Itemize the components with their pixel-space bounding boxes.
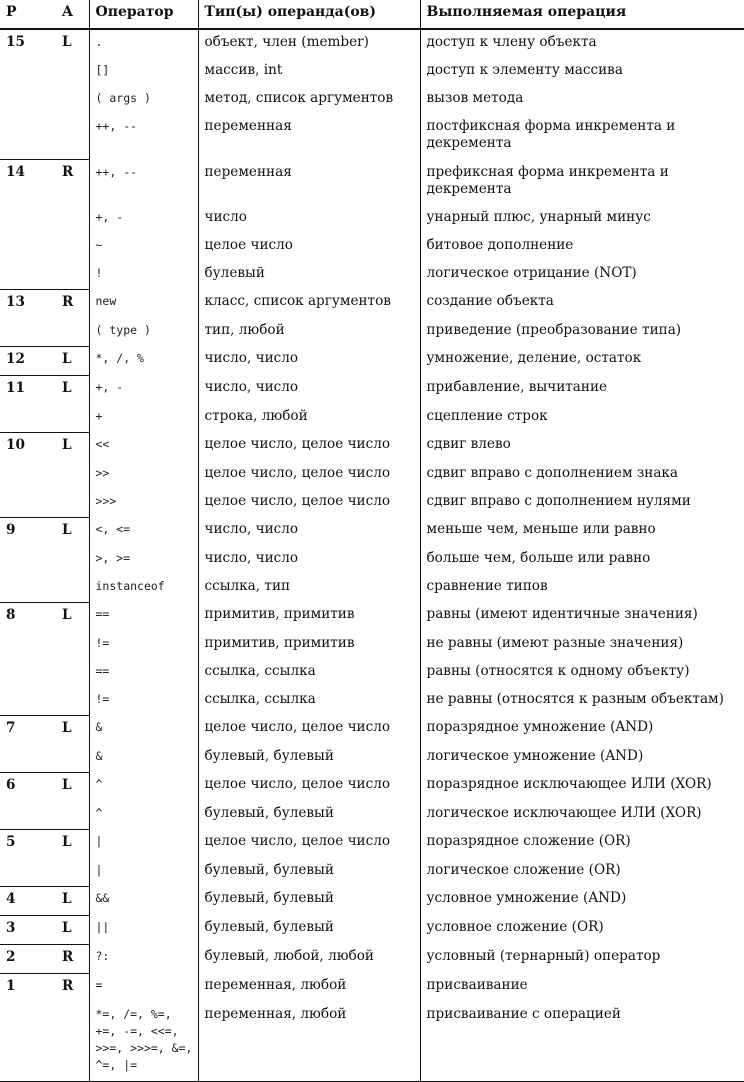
- precedence-cell: 13: [0, 289, 56, 318]
- precedence-cell: [0, 687, 56, 716]
- table-row: [0, 801, 744, 830]
- operator-cell: *, /, %: [89, 346, 198, 375]
- operator-cell: >, >=: [89, 546, 198, 574]
- precedence-cell: 5: [0, 829, 56, 858]
- table-row: [0, 944, 744, 973]
- operator-cell: ++, --: [89, 114, 198, 160]
- operation-cell: сдвиг влево: [420, 432, 744, 461]
- operation-cell: поразрядное умножение (AND): [420, 715, 744, 744]
- operand-types-cell: тип, любой: [198, 318, 420, 347]
- associativity-cell: L: [56, 432, 89, 461]
- header-operand-types: Тип(ы) операнда(ов): [198, 0, 420, 29]
- operand-types-cell: целое число, целое число: [198, 772, 420, 801]
- table-row: [0, 886, 744, 915]
- associativity-cell: [56, 744, 89, 773]
- precedence-cell: [0, 858, 56, 887]
- operand-types-cell: класс, список аргументов: [198, 289, 420, 318]
- operand-types-cell: объект, член (member): [198, 29, 420, 58]
- operation-cell: логическое отрицание (NOT): [420, 261, 744, 290]
- associativity-cell: [56, 574, 89, 603]
- operator-cell: |: [89, 829, 198, 858]
- associativity-cell: [56, 461, 89, 489]
- table-row: [0, 715, 744, 744]
- operation-cell: сравнение типов: [420, 574, 744, 603]
- operand-types-cell: число, число: [198, 546, 420, 574]
- operator-cell: &: [89, 715, 198, 744]
- operation-cell: сдвиг вправо с дополнением нулями: [420, 489, 744, 518]
- operator-cell: ~: [89, 233, 198, 261]
- operand-types-cell: примитив, примитив: [198, 602, 420, 631]
- operation-cell: доступ к члену объекта: [420, 29, 744, 58]
- associativity-cell: L: [56, 829, 89, 858]
- table-row: [0, 687, 744, 716]
- precedence-cell: 2: [0, 944, 56, 973]
- precedence-cell: [0, 574, 56, 603]
- operand-types-cell: целое число, целое число: [198, 432, 420, 461]
- operation-cell: не равны (относятся к разным объектам): [420, 687, 744, 716]
- precedence-cell: [0, 205, 56, 233]
- associativity-cell: L: [56, 915, 89, 944]
- precedence-cell: 3: [0, 915, 56, 944]
- operation-cell: равны (имеют идентичные значения): [420, 602, 744, 631]
- operation-cell: умножение, деление, остаток: [420, 346, 744, 375]
- table-row: [0, 659, 744, 687]
- precedence-cell: [0, 318, 56, 347]
- precedence-cell: [0, 404, 56, 433]
- associativity-cell: L: [56, 886, 89, 915]
- precedence-cell: [0, 489, 56, 518]
- operation-cell: битовое дополнение: [420, 233, 744, 261]
- operand-types-cell: целое число, целое число: [198, 715, 420, 744]
- associativity-cell: R: [56, 944, 89, 973]
- operand-types-cell: ссылка, тип: [198, 574, 420, 603]
- associativity-cell: [56, 858, 89, 887]
- precedence-cell: [0, 233, 56, 261]
- associativity-cell: [56, 233, 89, 261]
- precedence-cell: 4: [0, 886, 56, 915]
- operand-types-cell: булевый, булевый: [198, 744, 420, 773]
- table-row: [0, 772, 744, 801]
- precedence-cell: [0, 114, 56, 160]
- operand-types-cell: примитив, примитив: [198, 631, 420, 659]
- table-row: [0, 973, 744, 1002]
- operator-cell: >>: [89, 461, 198, 489]
- operand-types-cell: булевый, булевый: [198, 858, 420, 887]
- precedence-cell: [0, 86, 56, 114]
- associativity-cell: [56, 205, 89, 233]
- operand-types-cell: булевый, булевый: [198, 801, 420, 830]
- table-row: [0, 404, 744, 433]
- table-row: [0, 602, 744, 631]
- operation-cell: логическое умножение (AND): [420, 744, 744, 773]
- associativity-cell: R: [56, 973, 89, 1002]
- precedence-cell: [0, 58, 56, 86]
- operand-types-cell: переменная: [198, 160, 420, 205]
- table-row: [0, 744, 744, 773]
- associativity-cell: [56, 546, 89, 574]
- table-row: [0, 432, 744, 461]
- operand-types-cell: ссылка, ссылка: [198, 659, 420, 687]
- operation-cell: создание объекта: [420, 289, 744, 318]
- operand-types-cell: число, число: [198, 346, 420, 375]
- associativity-cell: L: [56, 772, 89, 801]
- operator-cell: >>>: [89, 489, 198, 518]
- table-row: [0, 160, 744, 205]
- operator-cell: instanceof: [89, 574, 198, 603]
- table-row: [0, 858, 744, 887]
- table-row: [0, 233, 744, 261]
- operation-cell: присваивание с операцией: [420, 1002, 744, 1082]
- associativity-cell: [56, 404, 89, 433]
- operator-cell: &: [89, 744, 198, 773]
- operation-cell: постфиксная форма инкремента и декремента: [420, 114, 744, 160]
- table-row: [0, 58, 744, 86]
- operator-cell: ||: [89, 915, 198, 944]
- precedence-cell: 6: [0, 772, 56, 801]
- operator-cell: =: [89, 973, 198, 1002]
- operation-cell: прибавление, вычитание: [420, 375, 744, 404]
- operator-cell: |: [89, 858, 198, 887]
- table-row: [0, 546, 744, 574]
- precedence-cell: 14: [0, 160, 56, 205]
- operand-types-cell: ссылка, ссылка: [198, 687, 420, 716]
- associativity-cell: [56, 58, 89, 86]
- operation-cell: меньше чем, меньше или равно: [420, 517, 744, 546]
- operator-cell: ( type ): [89, 318, 198, 347]
- precedence-cell: [0, 546, 56, 574]
- operator-cell: .: [89, 29, 198, 58]
- operation-cell: больше чем, больше или равно: [420, 546, 744, 574]
- operand-types-cell: булевый, булевый: [198, 886, 420, 915]
- precedence-cell: 1: [0, 973, 56, 1002]
- operation-cell: поразрядное сложение (OR): [420, 829, 744, 858]
- table-row: [0, 114, 744, 160]
- operator-cell: +: [89, 404, 198, 433]
- operator-cell: <<: [89, 432, 198, 461]
- associativity-cell: R: [56, 160, 89, 205]
- operator-cell: ( args ): [89, 86, 198, 114]
- operand-types-cell: массив, int: [198, 58, 420, 86]
- table-row: [0, 375, 744, 404]
- operation-cell: условное сложение (OR): [420, 915, 744, 944]
- table-row: [0, 1002, 744, 1082]
- operation-cell: равны (относятся к одному объекту): [420, 659, 744, 687]
- operation-cell: не равны (имеют разные значения): [420, 631, 744, 659]
- operator-cell: ?:: [89, 944, 198, 973]
- header-operator: Оператор: [89, 0, 198, 29]
- precedence-cell: [0, 631, 56, 659]
- operator-cell: *=, /=, %=, +=, -=, <<=, >>=, >>>=, &=, ^=, |=: [89, 1002, 198, 1082]
- table-row: [0, 29, 744, 58]
- table-row: [0, 289, 744, 318]
- operation-cell: сцепление строк: [420, 404, 744, 433]
- operation-cell: условное умножение (AND): [420, 886, 744, 915]
- header-precedence: P: [0, 0, 56, 29]
- operator-cell: !=: [89, 631, 198, 659]
- precedence-cell: 7: [0, 715, 56, 744]
- associativity-cell: L: [56, 602, 89, 631]
- operation-cell: поразрядное исключающее ИЛИ (XOR): [420, 772, 744, 801]
- precedence-cell: [0, 261, 56, 290]
- operation-cell: приведение (преобразование типа): [420, 318, 744, 347]
- table-row: [0, 346, 744, 375]
- associativity-cell: [56, 631, 89, 659]
- header-row: [0, 0, 744, 29]
- precedence-cell: 12: [0, 346, 56, 375]
- table-row: [0, 261, 744, 290]
- associativity-cell: [56, 261, 89, 290]
- associativity-cell: L: [62, 34, 72, 50]
- precedence-cell: 9: [0, 517, 56, 546]
- associativity-cell: L: [56, 375, 89, 404]
- table-row: [0, 631, 744, 659]
- operand-types-cell: переменная, любой: [198, 973, 420, 1002]
- precedence-cell: 15: [6, 34, 25, 50]
- precedence-cell: 10: [0, 432, 56, 461]
- associativity-cell: [56, 318, 89, 347]
- operator-cell: !: [89, 261, 198, 290]
- associativity-cell: [56, 687, 89, 716]
- table-row: [0, 517, 744, 546]
- operand-types-cell: переменная: [198, 114, 420, 160]
- precedence-cell: [0, 461, 56, 489]
- precedence-cell: [0, 1002, 56, 1082]
- operand-types-cell: целое число, целое число: [198, 829, 420, 858]
- associativity-cell: [56, 86, 89, 114]
- precedence-cell: 11: [0, 375, 56, 404]
- table-row: [0, 205, 744, 233]
- operation-cell: сдвиг вправо с дополнением знака: [420, 461, 744, 489]
- precedence-cell: [0, 744, 56, 773]
- precedence-cell: 8: [0, 602, 56, 631]
- operator-cell: ==: [89, 602, 198, 631]
- operand-types-cell: переменная, любой: [198, 1002, 420, 1082]
- associativity-cell: [56, 659, 89, 687]
- operator-cell: []: [89, 58, 198, 86]
- operator-cell: <, <=: [89, 517, 198, 546]
- table-row: [0, 461, 744, 489]
- associativity-cell: [56, 801, 89, 830]
- operator-cell: &&: [89, 886, 198, 915]
- associativity-cell: L: [56, 346, 89, 375]
- operator-cell: new: [89, 289, 198, 318]
- operand-types-cell: строка, любой: [198, 404, 420, 433]
- operand-types-cell: число, число: [198, 375, 420, 404]
- operation-cell: унарный плюс, унарный минус: [420, 205, 744, 233]
- operation-cell: условный (тернарный) оператор: [420, 944, 744, 973]
- operator-cell: +, -: [89, 205, 198, 233]
- table-row: [0, 489, 744, 518]
- associativity-cell: [56, 1002, 89, 1082]
- operand-types-cell: булевый: [198, 261, 420, 290]
- operand-types-cell: число: [198, 205, 420, 233]
- operand-types-cell: метод, список аргументов: [198, 86, 420, 114]
- operator-cell: +, -: [89, 375, 198, 404]
- precedence-cell: [0, 659, 56, 687]
- header-operation: Выполняемая операция: [420, 0, 744, 29]
- operation-cell: префиксная форма инкремента и декремента: [420, 160, 744, 205]
- table-row: [0, 574, 744, 603]
- operand-types-cell: целое число, целое число: [198, 461, 420, 489]
- associativity-cell: [56, 114, 89, 160]
- operation-cell: вызов метода: [420, 86, 744, 114]
- operator-cell: ^: [89, 801, 198, 830]
- table-row: [0, 915, 744, 944]
- associativity-cell: L: [56, 517, 89, 546]
- table-row: [0, 318, 744, 347]
- operand-types-cell: целое число, целое число: [198, 489, 420, 518]
- operation-cell: логическое сложение (OR): [420, 858, 744, 887]
- operation-cell: присваивание: [420, 973, 744, 1002]
- operator-cell: ++, --: [89, 160, 198, 205]
- operator-cell: ^: [89, 772, 198, 801]
- operand-types-cell: целое число: [198, 233, 420, 261]
- operand-types-cell: булевый, любой, любой: [198, 944, 420, 973]
- header-associativity: A: [56, 0, 89, 29]
- associativity-cell: [56, 489, 89, 518]
- precedence-cell: [0, 801, 56, 830]
- operation-cell: доступ к элементу массива: [420, 58, 744, 86]
- associativity-cell: L: [56, 715, 89, 744]
- operator-cell: ==: [89, 659, 198, 687]
- operand-types-cell: число, число: [198, 517, 420, 546]
- associativity-cell: R: [56, 289, 89, 318]
- table-row: [0, 86, 744, 114]
- operation-cell: логическое исключающее ИЛИ (XOR): [420, 801, 744, 830]
- table-row: [0, 829, 744, 858]
- operator-cell: !=: [89, 687, 198, 716]
- operand-types-cell: булевый, булевый: [198, 915, 420, 944]
